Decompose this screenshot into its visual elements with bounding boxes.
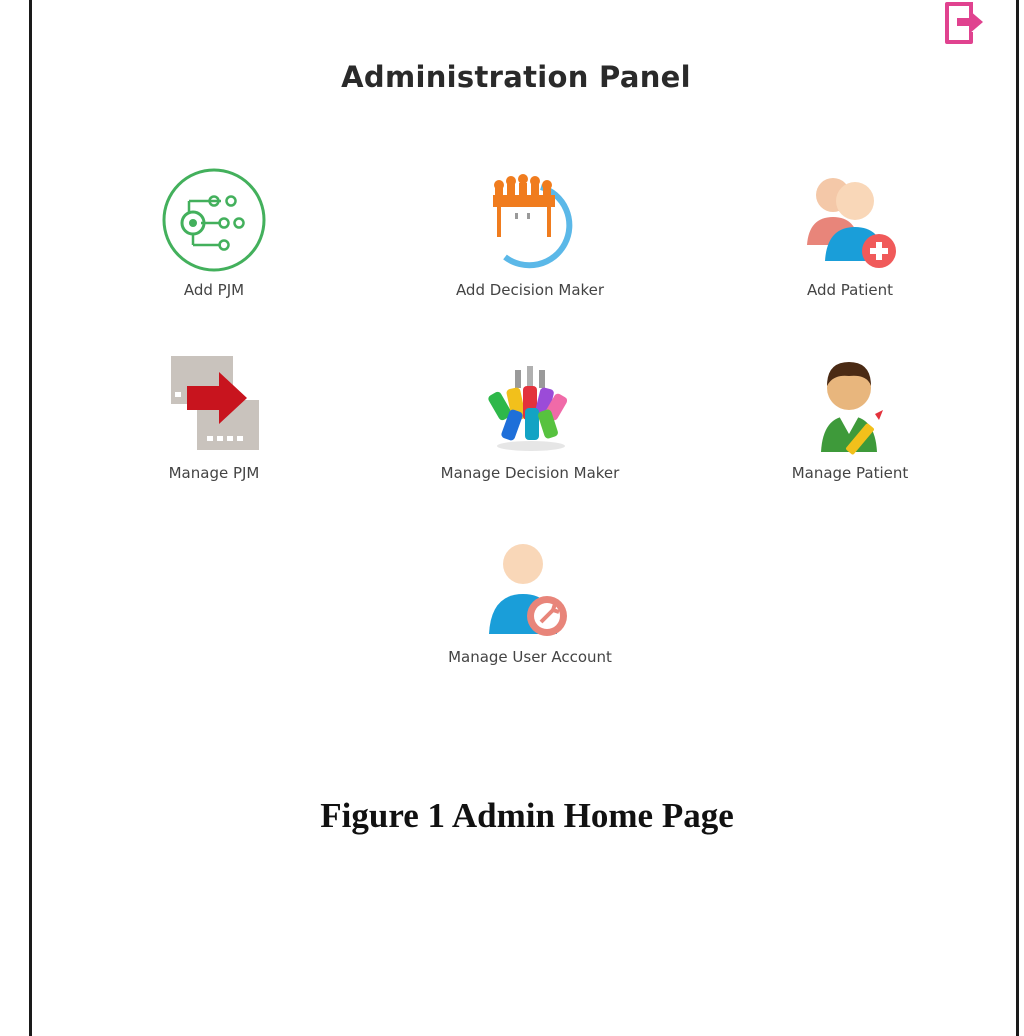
add-patient-label: Add Patient (806, 281, 894, 299)
manage-user-account-icon (475, 538, 585, 642)
manage-decision-maker-tile[interactable] (410, 352, 650, 482)
add-patient-tile[interactable] (780, 165, 920, 299)
manage-user-account-label: Manage User Account (448, 648, 612, 666)
add-pjm-tile[interactable] (140, 165, 288, 299)
page-title: Administration Panel (341, 60, 691, 94)
manage-patient-label: Manage Patient (791, 464, 909, 482)
document-frame (29, 0, 1019, 1036)
manage-pjm-label: Manage PJM (168, 464, 260, 482)
logout-button[interactable] (941, 0, 989, 46)
manage-decision-maker-icon (475, 352, 585, 458)
decision-maker-icon (475, 165, 585, 275)
logout-icon (941, 0, 989, 46)
add-patient-icon (795, 165, 905, 275)
manage-pjm-icon (159, 352, 269, 458)
add-decision-maker-label: Add Decision Maker (455, 281, 605, 299)
manage-user-account-tile[interactable] (420, 538, 640, 666)
journey-map-icon (159, 165, 269, 275)
add-pjm-label: Add PJM (183, 281, 245, 299)
manage-decision-maker-label: Manage Decision Maker (440, 464, 620, 482)
manage-patient-tile[interactable] (760, 352, 940, 482)
figure-caption: Figure 1 Admin Home Page (320, 796, 734, 835)
manage-patient-icon (795, 352, 905, 458)
add-decision-maker-tile[interactable] (430, 165, 630, 299)
manage-pjm-tile[interactable] (140, 352, 288, 482)
